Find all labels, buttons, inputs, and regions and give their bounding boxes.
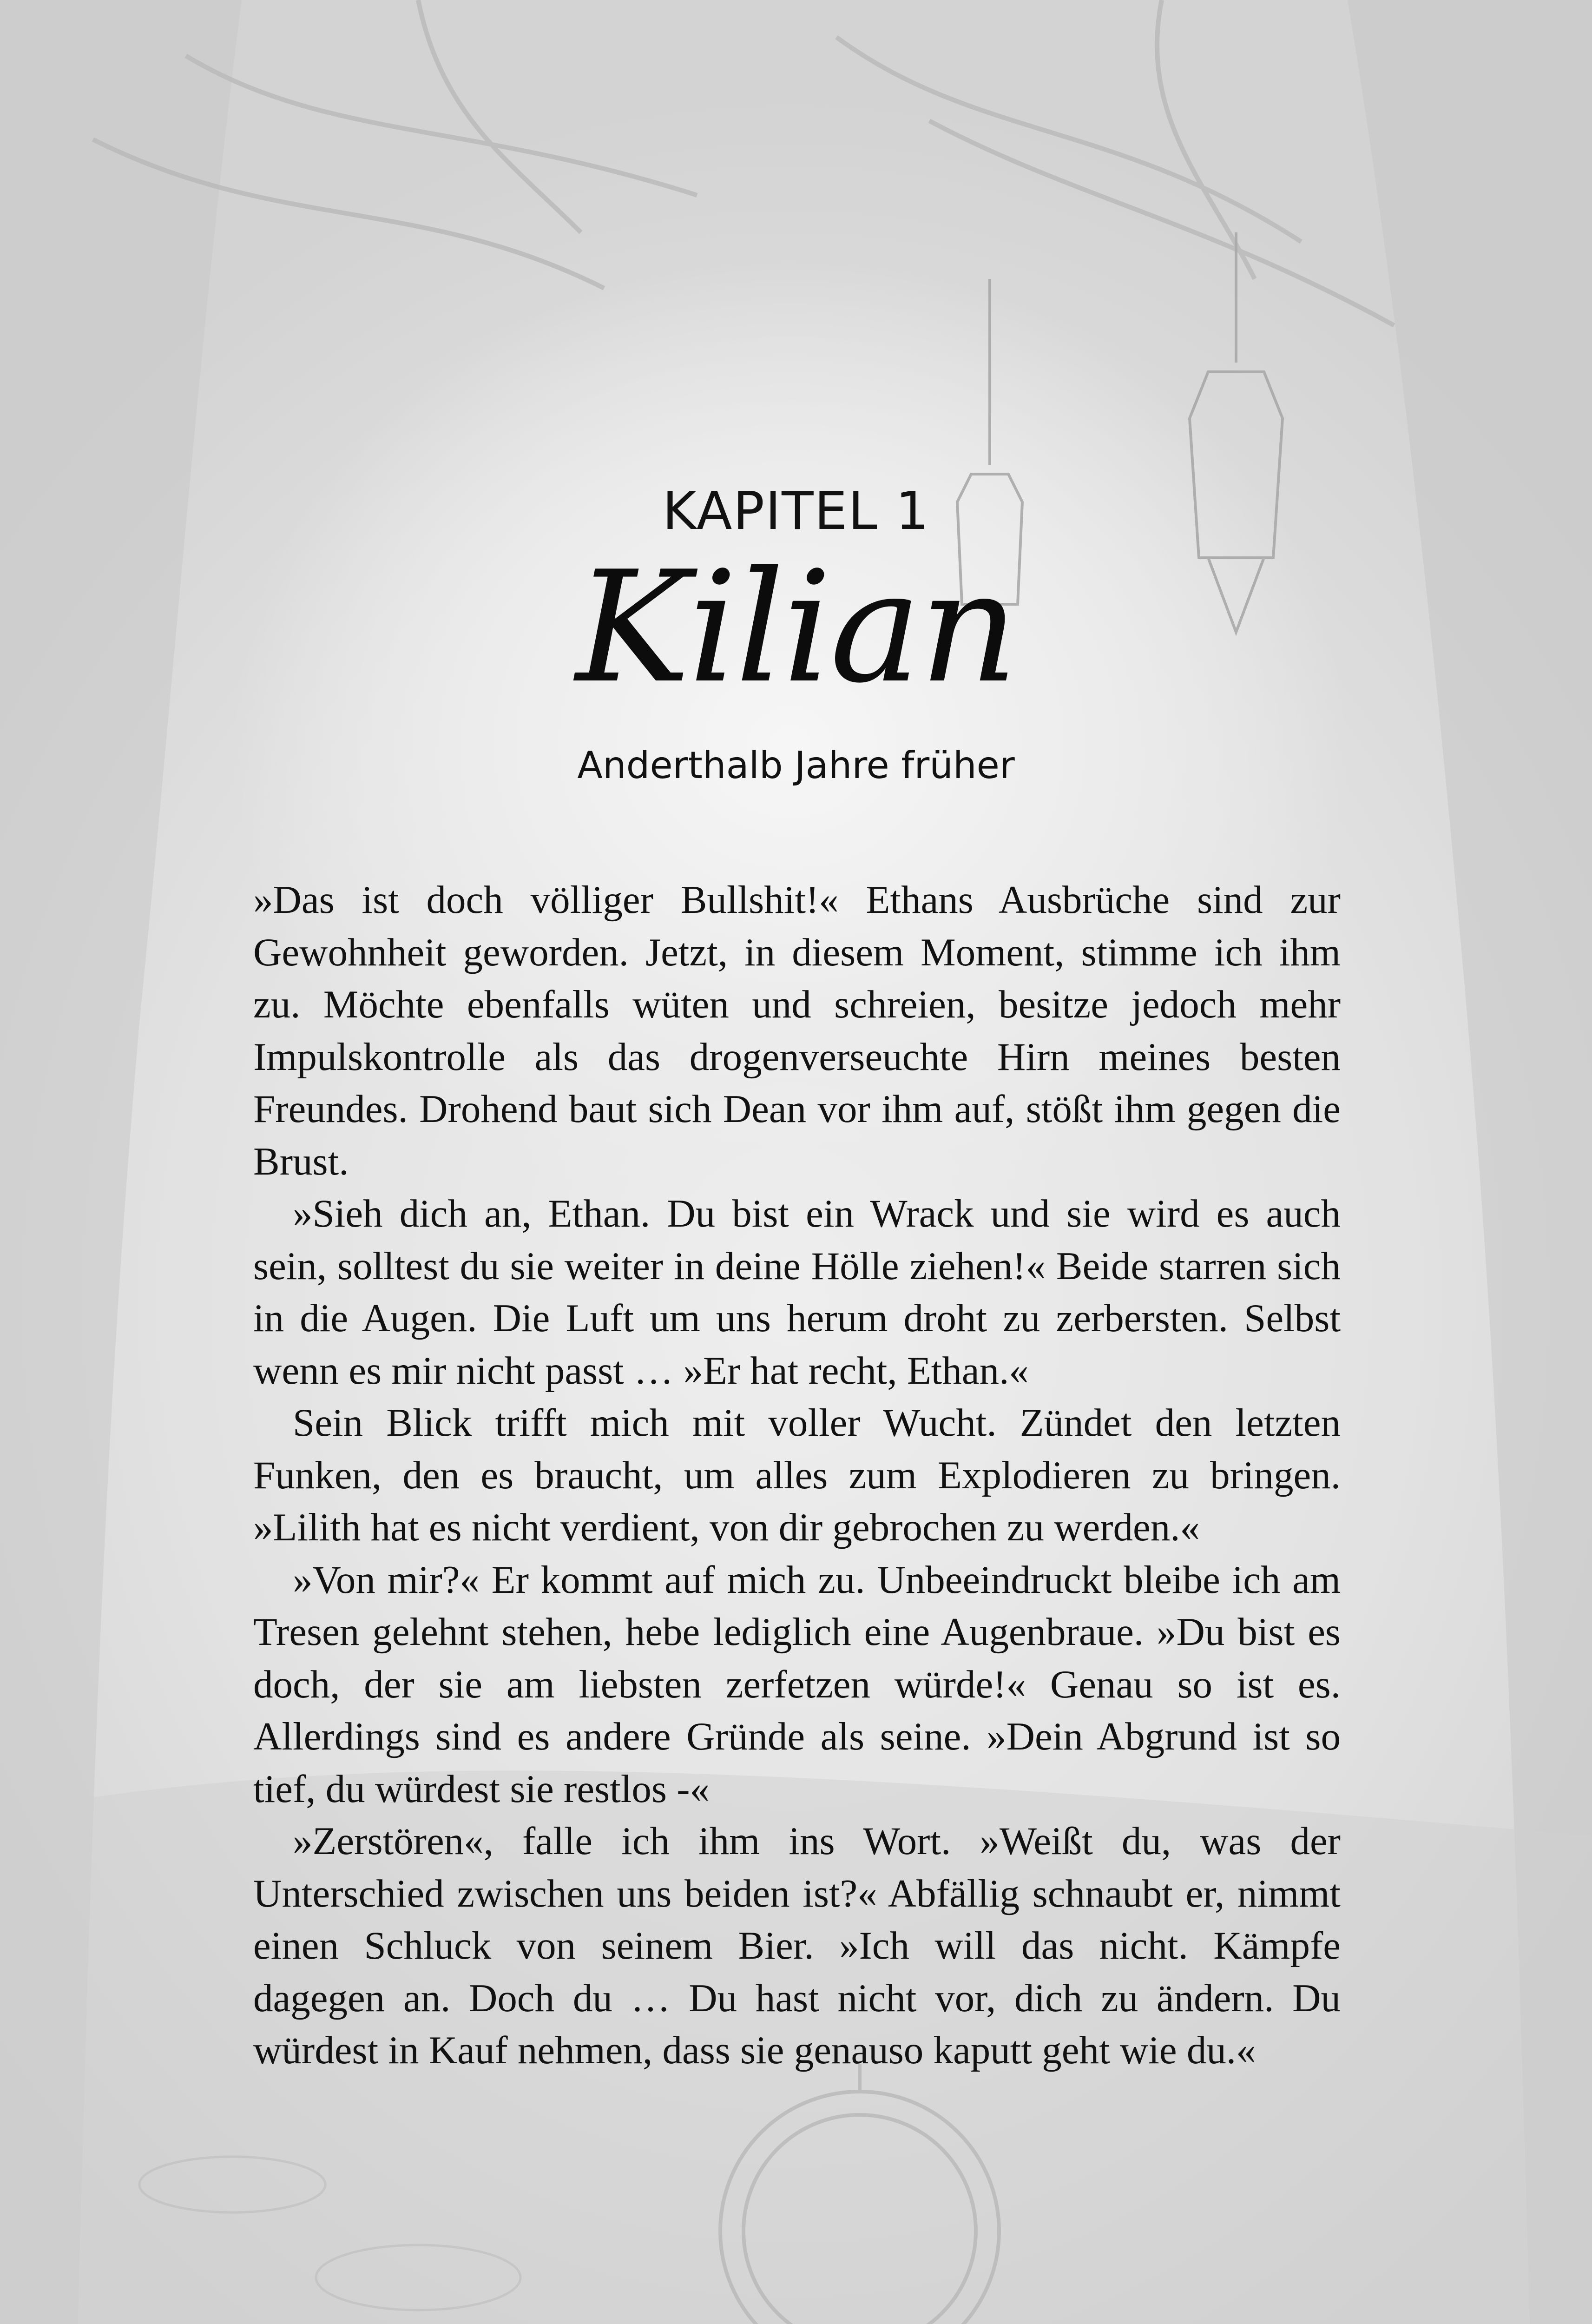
paragraph: »Zerstören«, falle ich ihm ins Wort. »Weißt du, was der Unterschied zwischen uns beiden ist?« Abfällig schnaubt er, nimmt einen Schluck von seinem Bier. »Ich will das nicht. Kämpfe dagegen an. Doch du … Du hast nicht vor, dich zu ändern. Du würdest in Kauf nehmen, dass sie genauso kaputt geht wie du.«: [253, 1819, 1341, 2072]
chapter-number: KAPITEL 1: [662, 481, 930, 541]
paragraph: »Sieh dich an, Ethan. Du bist ein Wrack und sie wird es auch sein, solltest du sie weiter in deine Hölle ziehen!« Beide starren sich in die Augen. Die Luft um uns herum droht zu zerbersten. Selbst wenn es mir nicht passt … »Er hat recht, Ethan.«: [253, 1192, 1341, 1393]
chapter-body: [253, 874, 1341, 2077]
paragraph: »Das ist doch völliger Bullshit!« Ethans Ausbrüche sind zur Gewohnheit geworden. Jetzt, in diesem Moment, stimme ich ihm zu. Möchte ebenfalls wüten und schreien, besitze jedoch mehr Impulskontrolle als das drogenverseuchte Hirn meines besten Freundes. Drohend baut sich Dean vor ihm auf, stößt ihm gegen die Brust.: [253, 878, 1341, 1183]
chapter-subtitle: Anderthalb Jahre früher: [577, 744, 1015, 787]
paragraph: »Von mir?« Er kommt auf mich zu. Unbeeindruckt bleibe ich am Tresen gelehnt stehen, hebe lediglich eine Augenbraue. »Du bist es doch, der sie am liebsten zerfetzen würde!« Genau so ist es. Allerdings sind es andere Gründe als seine. »Dein Abgrund ist so tief, du würdest sie restlos -«: [253, 1558, 1341, 1811]
paragraph: Sein Blick trifft mich mit voller Wucht. Zündet den letzten Funken, den es braucht, um alles zum Explodieren zu bringen. »Lilith hat es nicht verdient, von dir gebrochen zu werden.«: [253, 1401, 1341, 1549]
chapter-title: Kilian: [575, 538, 1017, 717]
